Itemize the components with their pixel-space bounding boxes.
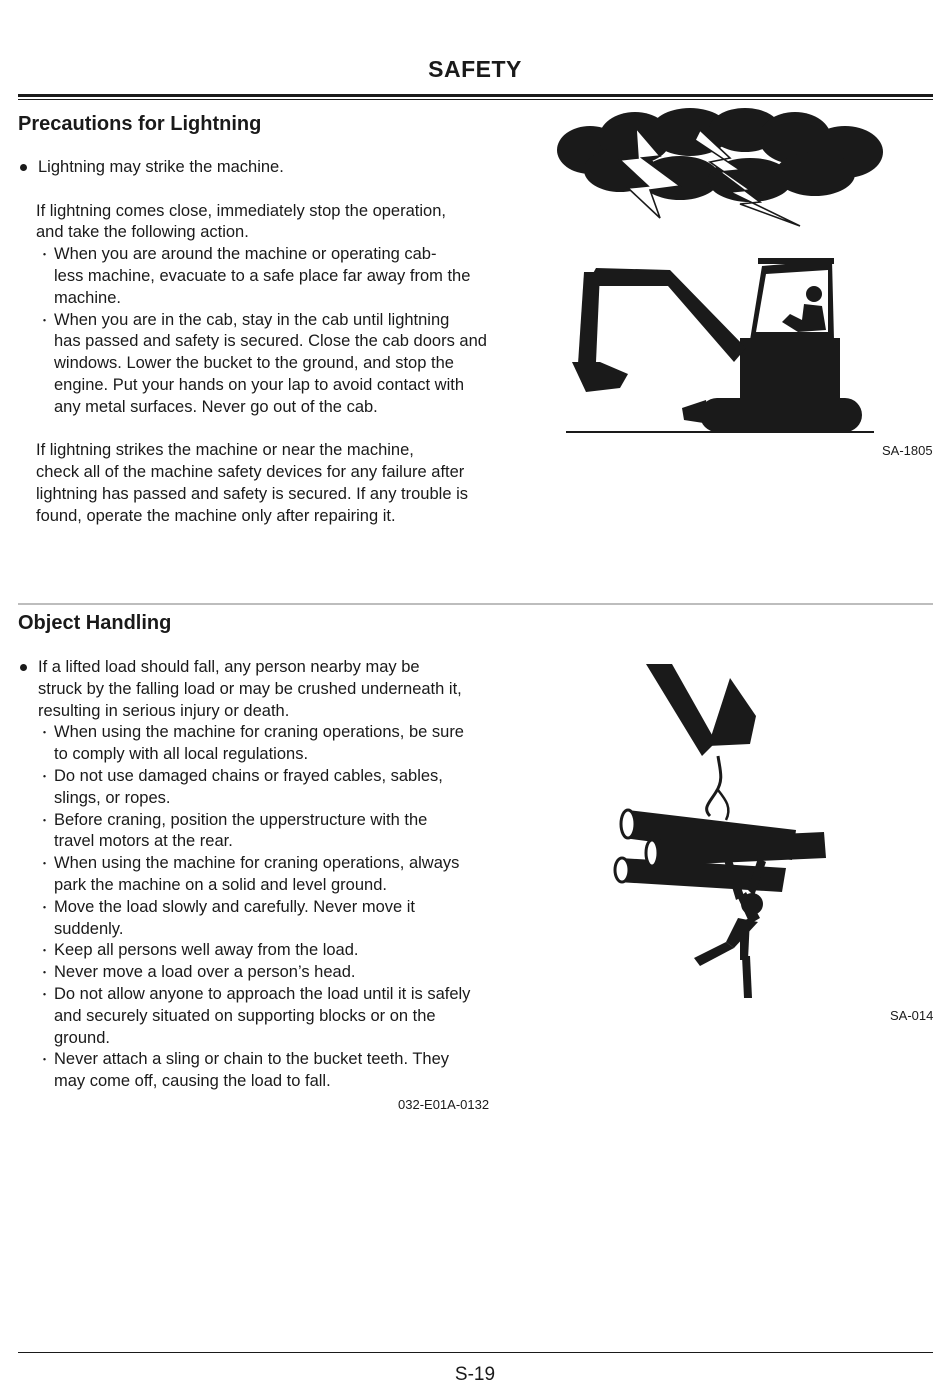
figure-code-object-handling: SA-014 (890, 1008, 934, 1023)
object-handling-text (18, 657, 498, 1093)
lightning-closing: If lightning strikes the machine or near the machine, check all of the machine safety devices for any failure after lightning has passed and safety is secured. If any trouble is found, operate the machine only after repairing it. (36, 441, 469, 525)
footer-rule (18, 1352, 933, 1353)
sub-bullet-icon: ・ (38, 943, 52, 959)
object-handling-item: ・ Before craning, position the upperstructure with the travel motors at the rear. (38, 810, 428, 851)
lightning-text (18, 157, 498, 528)
sub-bullet-icon: ・ (38, 1052, 52, 1068)
section-divider (18, 603, 933, 605)
sub-bullet-icon: ・ (38, 965, 52, 981)
object-handling-item: ・ Keep all persons well away from the load. (36, 940, 498, 962)
header-rule-thin (18, 99, 933, 100)
sub-bullet-icon: ・ (38, 312, 52, 328)
sling-icon (707, 756, 721, 816)
page-title: SAFETY (428, 56, 522, 82)
document-code: 032-E01A-0132 (398, 1097, 490, 1112)
excavator-arm-icon (646, 664, 716, 756)
object-handling-bullet: If a lifted load should fall, any person nearby may be struck by the falling load or may be crushed underneath it, resulting in serious injury or death. (18, 657, 498, 722)
sub-bullet-icon: ・ (38, 768, 52, 784)
object-handling-item: ・ When using the machine for craning operations, always park the machine on a solid and level ground. (38, 854, 460, 894)
bullet-dot-icon (20, 164, 27, 171)
sub-bullet-icon: ・ (38, 899, 52, 915)
excavator-icon (566, 258, 874, 433)
log-bundle-icon (615, 810, 826, 892)
bullet-dot-icon (20, 664, 27, 671)
lightning-item: ・ When you are around the machine or operating cab- less machine, evacuate to a safe place far away from the machine. (38, 245, 471, 307)
object-handling-items (18, 722, 498, 1093)
page-number: S-19 (454, 1364, 496, 1385)
lightning-excavator-illustration (550, 108, 890, 438)
lightning-intro: If lightning comes close, immediately stop the operation, and take the following action. ・ When you are around the machine or operating cab- less machine, evacuate to a safe place far away from the machine. ・ When you are in the cab, stay in the cab until lightning has passed and safety is secured. Close the cab doors and windows. Lower the bucket to the ground, and stop the engine. Put your hands on your lap to avoid contact with any metal surfaces. Never go out of the cab. If lightning strikes the machine or near the machine, check all of the machine safety devices for any failure after lightning has passed and safety is secured. If any trouble is found, operate the machine only after repairing it. (18, 201, 498, 528)
sub-bullet-icon: ・ (38, 986, 52, 1002)
sub-bullet-icon: ・ (38, 856, 52, 872)
section-heading-lightning: Precautions for Lightning (18, 113, 262, 135)
sub-bullet-icon: ・ (38, 725, 52, 741)
object-handling-item: ・ When using the machine for craning operations, be sure to comply with all local regulations. (38, 723, 464, 764)
sub-bullet-icon: ・ (38, 812, 52, 828)
object-handling-item: ・ Never move a load over a person’s head. (36, 962, 498, 984)
bucket-icon (708, 678, 756, 746)
falling-load-illustration (610, 660, 835, 1005)
lightning-bullet: Lightning may strike the machine. (18, 157, 498, 179)
section-heading-object-handling: Object Handling (18, 612, 172, 634)
object-handling-item: ・ Do not use damaged chains or frayed cables, sables, slings, or ropes. (38, 766, 443, 807)
object-handling-item: ・ Never attach a sling or chain to the bucket teeth. They may come off, causing the load to fall. (38, 1050, 450, 1091)
lightning-item: ・ When you are in the cab, stay in the cab until lightning has passed and safety is secured. Close the cab doors and windows. Lower the bucket to the ground, and stop the engine. Put your hands on your lap to avoid contact with any metal surfaces. Never go out of the cab. (38, 310, 487, 416)
object-handling-item: ・ Do not allow anyone to approach the load until it is safely and securely situated on supporting blocks or on the ground. (38, 984, 471, 1047)
object-handling-item: ・ Move the load slowly and carefully. Never move it suddenly. (38, 897, 416, 938)
figure-code-lightning: SA-1805 (882, 443, 933, 458)
sub-bullet-icon: ・ (38, 247, 52, 263)
header-rule-thick (18, 94, 933, 97)
